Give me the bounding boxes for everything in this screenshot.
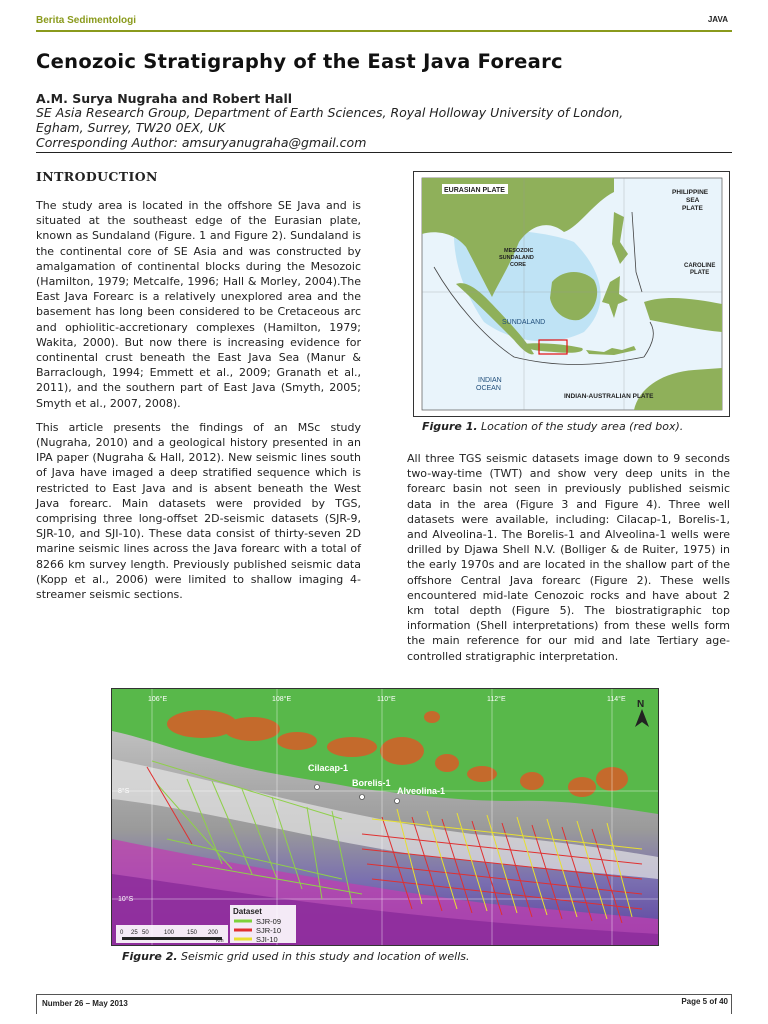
map-label: PLATE [682,205,703,212]
map-label: SUNDALAND [502,319,546,326]
section-heading-introduction: INTRODUCTION [36,169,158,184]
map-label: INDIAN-AUSTRALIAN PLATE [564,393,654,400]
section-name: JAVA [707,15,728,24]
north-label: N [637,699,645,710]
legend-label: SJR-09 [256,917,282,926]
paragraph: This article presents the findings of an MSc study (Nugraha, 2010) and a geological history presented in an IPA paper (Nugraha & Hall, 2012). New seismic lines south of Java have imaged a deep stratified sequence which is restricted to East Java and is absent beneath the West Java forearc. Main datasets were provided by TGS, comprising three long-offset 2D-seismic datasets (SJR-9, SJR-10, and SJI-10). These data consist of thirty-seven 2D marine seismic lines across the Java forearc with a total of 8266 km survey length. Previously published seismic data (Kopp et al., 2006) were limited to shallow imaging 4-streamer seismic sections. [36,420,361,602]
article-authors: A.M. Surya Nugraha and Robert Hall [36,91,293,106]
longitude-label: 108°E [272,696,292,703]
well-marker [395,799,400,804]
left-column [36,198,361,611]
issue-number: Number 26 – May 2013 [42,999,128,1008]
map-label: EURASIAN PLATE [444,187,505,194]
page-number: Page 5 of 40 [681,997,728,1006]
well-marker [315,785,320,790]
title-divider [36,152,732,153]
affiliation-line: Egham, Surrey, TW20 0EX, UK [36,120,226,135]
figure-2-map [111,688,659,946]
map-label: PLATE [690,270,710,276]
figure-label: Figure 2. [122,950,178,963]
corresponding-author: Corresponding Author: amsuryanugraha@gmail.com [36,135,367,150]
well-label: Alveolina-1 [397,786,446,796]
sundaland-map [414,172,729,416]
scale-tick: 50 [142,930,149,936]
well-label: Borelis-1 [352,778,391,788]
legend-label: SJI-10 [256,935,278,944]
scale-bar [122,937,222,940]
footer-frame [36,994,732,1014]
longitude-label: 112°E [487,696,506,703]
map-label: CAROLINE [684,263,716,269]
map-label: SUNDALAND [499,255,534,261]
figure-1-caption [422,420,683,433]
scale-unit: Km [216,938,224,944]
paragraph: All three TGS seismic datasets image down to 9 seconds two-way-time (TWT) and show very deep units in the forearc basin not seen in previously published seismic data in the area (Figure 3 and Figure 4). Three well datasets were available, including: Cilacap-1, Borelis-1, and Alveolina-1. The Borelis-1 and Alveolina-1 wells were drilled by Djawa Shell N.V. (Bolliger & de Ruiter, 1975) in the early 1970s and are located in the shallow part of the offshore Central Java forearc (Figure 2). These wells encountered mid-late Cenozoic rocks and have about 2 km total depth (Figure 5). The biostratigraphic top information (Shell interpretations) from these wells form the main reference for our mid and late Tertiary age-controlled stratigraphic interpretation. [407,452,730,663]
well-marker [360,795,365,800]
figure-1-map [413,171,730,417]
right-column [407,451,730,664]
legend-label: SJR-10 [256,926,282,935]
scale-tick: 150 [187,930,198,936]
map-label: CORE [510,262,526,268]
figure-2-caption [122,950,470,963]
legend-title: Dataset [233,907,262,916]
header-divider [36,30,732,32]
figure-label: Figure 1. [422,420,478,433]
seismic-grid-map [112,689,658,945]
caption-text: Seismic grid used in this study and location of wells. [181,950,470,963]
article-title: Cenozoic Stratigraphy of the East Java Forearc [36,50,563,73]
map-label: MESOZOIC [504,248,534,254]
scale-tick: 200 [208,930,219,936]
affiliation-line: SE Asia Research Group, Department of Earth Sciences, Royal Holloway University of London, [36,105,624,120]
paragraph: The study area is located in the offshore SE Java and is situated at the southeast edge of the Eurasian plate, known as Sundaland (Figure. 1 and Figure 2). Sundaland is the continental core of SE Asia and was constructed by amalgamation of continental blocks during the Mesozoic (Hamilton, 1979; Metcalfe, 1996; Hall & Morley, 2004).The East Java Forearc is a relatively unexplored area and the basement has long been considered to be Cretaceous arc and ophiolitic-accretionary complexes (Hamilton, 1979; Wakita, 2000). But now there is increasing evidence for continental crust beneath the East Java Sea (Manur & Barraclough, 1994; Emmett et al., 2009; Granath et al., 2011), and the southern part of East Java (Smyth, 2005; Smyth et al., 2007, 2008). [36,199,361,410]
caption-text: Location of the study area (red box). [481,420,684,433]
latitude-label: 10°S [118,896,134,903]
scale-tick: 25 [131,930,138,936]
map-label: INDIAN [478,377,502,384]
scale-tick: 0 [120,930,124,936]
longitude-label: 110°E [377,696,396,703]
well-label: Cilacap-1 [308,763,349,773]
longitude-label: 114°E [607,696,626,703]
map-label: PHILIPPINE [672,189,709,196]
journal-name: Berita Sedimentologi [36,15,137,26]
latitude-label: 8°S [118,788,130,795]
author-affiliation [36,105,623,150]
map-label: OCEAN [476,385,501,392]
map-label: SEA [686,197,700,204]
longitude-label: 106°E [148,696,168,703]
scale-tick: 100 [164,930,175,936]
